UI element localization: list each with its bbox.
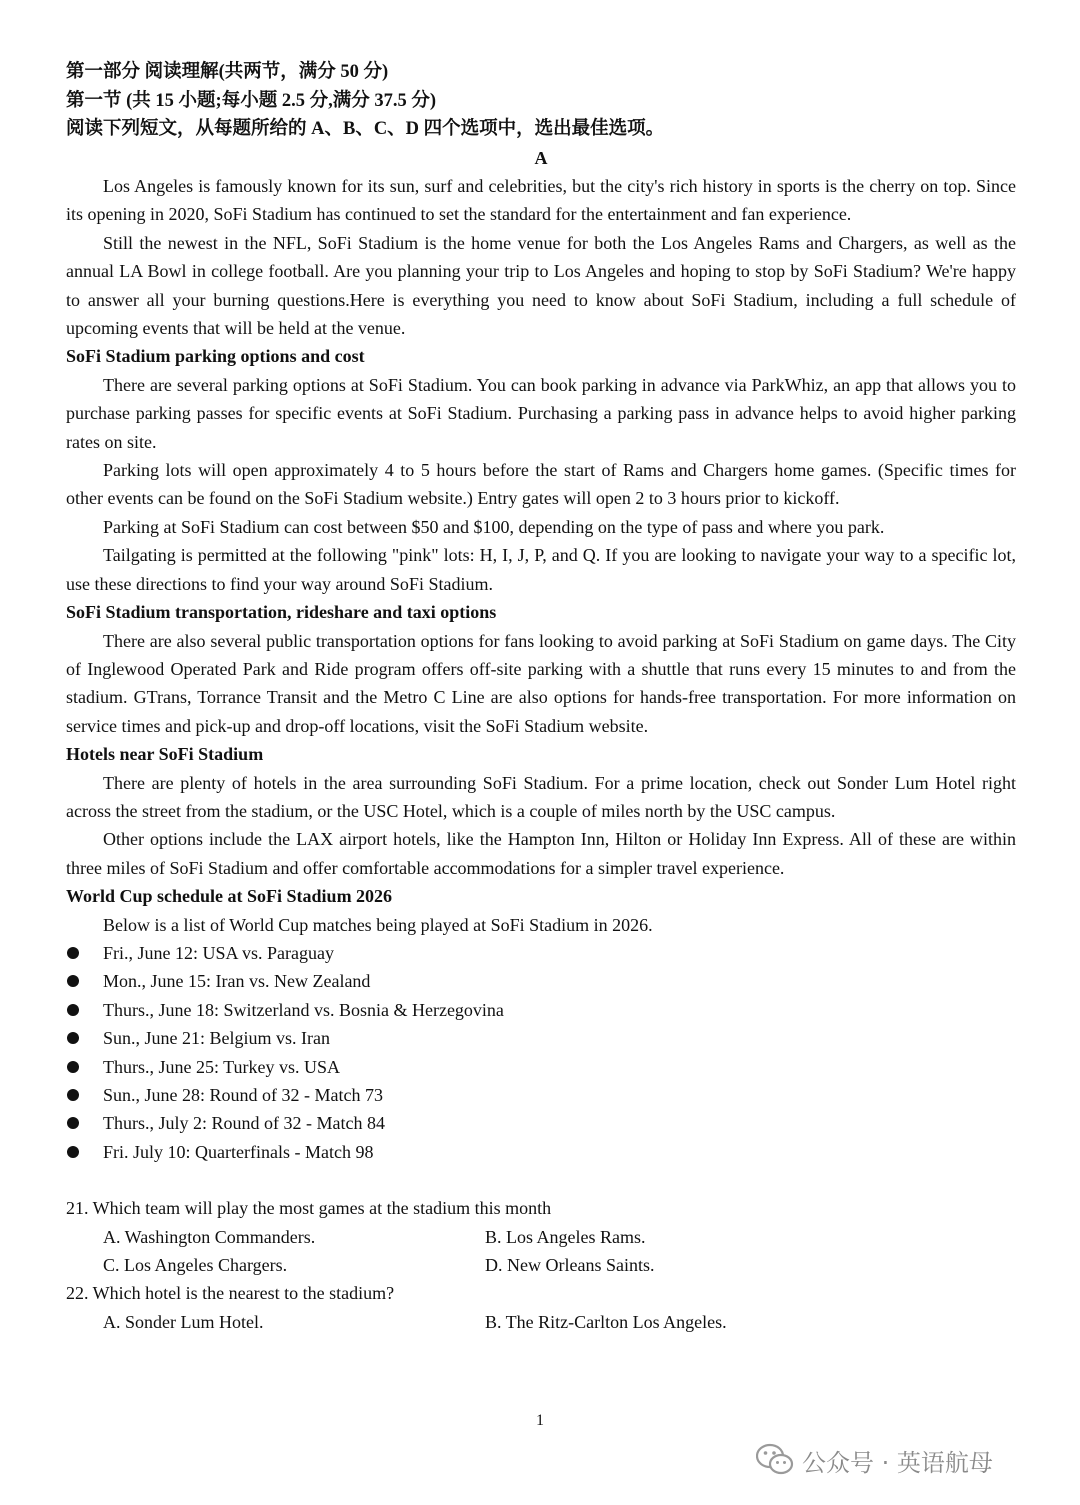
subsection-title: 第一节 (共 15 小题;每小题 2.5 分,满分 37.5 分) [66, 90, 436, 111]
spacer [66, 1166, 1016, 1194]
parking-paragraph-1: There are several parking options at SoFi Stadium. You can book parking in advance via ParkWhiz, an app that allows you to purchase parking passes for specific events at SoFi Stadium. Purchasing a parking pass in advance helps to avoid higher parking rates on site. [66, 374, 1016, 452]
match-item: Sun., June 28: Round of 32 - Match 73 [66, 1081, 1016, 1109]
question-21-options-row-2 [66, 1251, 1016, 1279]
match-item: Thurs., June 18: Switzerland vs. Bosnia & Herzegovina [66, 996, 1016, 1024]
match-item: Thurs., June 25: Turkey vs. USA [66, 1053, 1016, 1081]
watermark-text: 公众号 · 英语航母 [802, 1448, 993, 1477]
parking-heading: SoFi Stadium parking options and cost [66, 346, 365, 367]
transport-heading: SoFi Stadium transportation, rideshare and taxi options [66, 602, 497, 623]
intro-paragraph-1: Los Angeles is famously known for its sun, surf and celebrities, but the city's rich history in sports is the cherry on top. Since its opening in 2020, SoFi Stadium has continued to set the standard for the entertainment and fan experience. [66, 176, 1016, 225]
question-22: 22. Which hotel is the nearest to the stadium? [66, 1283, 395, 1304]
page-number: 1 [536, 1412, 544, 1429]
option-d: D. New Orleans Saints. [485, 1255, 655, 1276]
intro-paragraph-2: Still the newest in the NFL, SoFi Stadium is the home venue for both the Los Angeles Rams and Chargers, as well as the annual LA Bowl in college football. Are you planning your trip to Los Angeles and hoping to stop by SoFi Stadium? We're happy to answer all your burning questions.Here is everything you need to know about SoFi Stadium, including a full schedule of upcoming events that will be held at the venue. [66, 232, 1016, 339]
passage-label: A [534, 147, 548, 168]
match-item: Sun., June 21: Belgium vs. Iran [66, 1024, 1016, 1052]
worldcup-intro: Below is a list of World Cup matches being played at SoFi Stadium in 2026. [103, 914, 653, 935]
option-b: B. Los Angeles Rams. [485, 1226, 646, 1247]
option-a: A. Washington Commanders. [103, 1226, 316, 1247]
match-item: Fri., June 12: USA vs. Paraguay [66, 939, 1016, 967]
worldcup-heading: World Cup schedule at SoFi Stadium 2026 [66, 886, 393, 907]
option-b: B. The Ritz-Carlton Los Angeles. [485, 1311, 727, 1332]
instructions: 阅读下列短文，从每题所给的 A、B、C、D 四个选项中，选出最佳选项。 [66, 119, 665, 139]
question-21-options-row-1 [66, 1223, 1016, 1251]
question-21: 21. Which team will play the most games at the stadium this month [66, 1198, 552, 1219]
match-item: Fri. July 10: Quarterfinals - Match 98 [66, 1138, 1016, 1166]
parking-paragraph-2: Parking lots will open approximately 4 to 5 hours before the start of Rams and Chargers home games. (Specific times for other events can be found on the SoFi Stadium website.) Entry gates will open 2 to 3 hours prior to kickoff. [66, 460, 1016, 509]
option-a: A. Sonder Lum Hotel. [103, 1311, 264, 1332]
watermark [756, 1440, 993, 1480]
option-c: C. Los Angeles Chargers. [103, 1255, 288, 1276]
hotels-heading: Hotels near SoFi Stadium [66, 744, 264, 765]
transport-paragraph-1: There are also several public transportation options for fans looking to avoid parking at SoFi Stadium on game days. The City of Inglewood Operated Park and Ride program offers off-site parking with a shuttle that runs every 15 minutes to and from the stadium. GTrans, Torrance Transit and the Metro C Line are also options for hands-free transportation. For more information on service times and pick-up and drop-off locations, visit the SoFi Stadium website. [66, 630, 1016, 736]
section-title: 第一部分 阅读理解(共两节，满分 50 分) [66, 62, 389, 82]
question-22-options-row-1 [66, 1308, 1016, 1336]
match-item: Thurs., July 2: Round of 32 - Match 84 [66, 1109, 1016, 1137]
hotels-paragraph-1: There are plenty of hotels in the area surrounding SoFi Stadium. For a prime location, check out Sonder Lum Hotel right across the street from the stadium, or the USC Hotel, which is a couple of miles north by the USC campus. [66, 772, 1016, 821]
match-item: Mon., June 15: Iran vs. New Zealand [66, 967, 1016, 995]
hotels-paragraph-2: Other options include the LAX airport hotels, like the Hampton Inn, Hilton or Holiday Inn Express. All of these are within three miles of SoFi Stadium and offer comfortable accommodations for a simpler travel experience. [66, 829, 1016, 878]
parking-paragraph-4: Tailgating is permitted at the following "pink" lots: H, I, J, P, and Q. If you are looking to navigate your way to a specific lot, use these directions to find your way around SoFi Stadium. [66, 545, 1016, 594]
exam-page [66, 58, 1016, 1336]
parking-paragraph-3: Parking at SoFi Stadium can cost between $50 and $100, depending on the type of pass and where you park. [103, 516, 885, 537]
wechat-icon [756, 1443, 794, 1477]
match-list [66, 939, 1016, 1166]
